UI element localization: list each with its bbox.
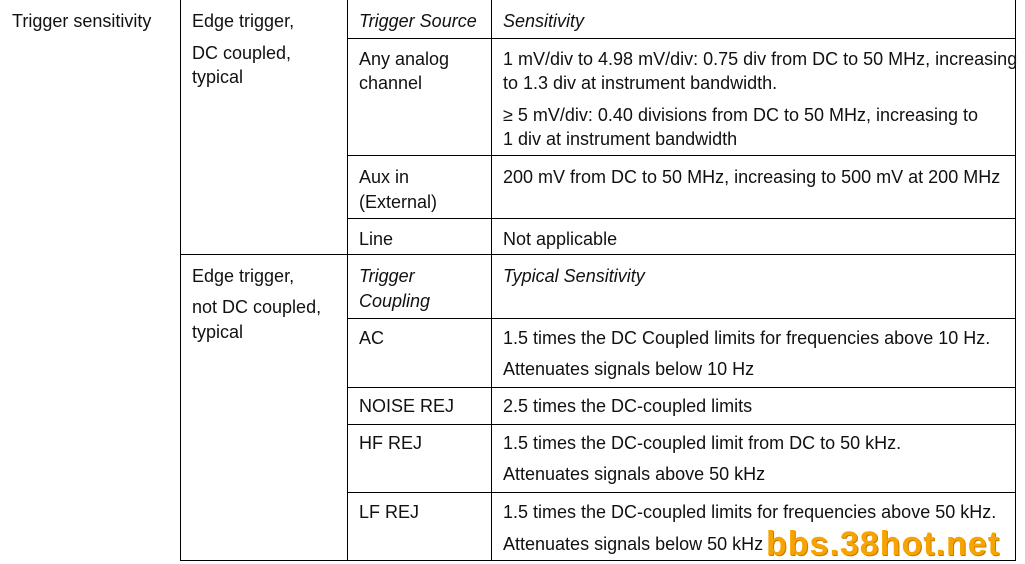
- source-cell: LF REJ: [359, 502, 420, 522]
- divider: [347, 318, 1016, 319]
- value-cell: 1.5 times the DC Coupled limits for frequencies above 10 Hz.: [503, 328, 991, 348]
- divider: [180, 254, 1016, 255]
- value-cell: to 1.3 div at instrument bandwidth.: [503, 73, 778, 93]
- divider: [347, 38, 1016, 39]
- condition-line: typical: [192, 67, 244, 87]
- divider: [347, 492, 1016, 493]
- value-cell: Not applicable: [503, 229, 618, 249]
- source-cell: Line: [359, 229, 394, 249]
- condition-line: typical: [192, 322, 244, 342]
- column-header-value: Sensitivity: [503, 11, 585, 31]
- condition-line: Edge trigger,: [192, 266, 295, 286]
- source-cell: (External): [359, 192, 438, 212]
- value-cell: Attenuates signals above 50 kHz: [503, 464, 766, 484]
- divider: [491, 0, 492, 561]
- source-cell: NOISE REJ: [359, 396, 455, 416]
- source-cell: AC: [359, 328, 385, 348]
- value-cell: 1 mV/div to 4.98 mV/div: 0.75 div from DC to 50 MHz, increasing: [503, 49, 1018, 69]
- condition-line: DC coupled,: [192, 43, 292, 63]
- value-cell: 200 mV from DC to 50 MHz, increasing to 500 mV at 200 MHz: [503, 167, 1001, 187]
- value-cell: ≥ 5 mV/div: 0.40 divisions from DC to 50 MHz, increasing to: [503, 105, 979, 125]
- value-cell: Attenuates signals below 10 Hz: [503, 359, 755, 379]
- condition-line: not DC coupled,: [192, 297, 322, 317]
- value-cell: 2.5 times the DC-coupled limits: [503, 396, 753, 416]
- column-header-value: Typical Sensitivity: [503, 266, 645, 286]
- value-cell: Attenuates signals below 50 kHz: [503, 534, 764, 554]
- condition-line: Edge trigger,: [192, 11, 295, 31]
- column-header-source: Trigger Source: [359, 11, 477, 31]
- watermark: bbs.38hot.net: [766, 525, 1001, 563]
- divider: [1015, 0, 1016, 561]
- column-header-source: Coupling: [359, 291, 431, 311]
- divider: [180, 0, 181, 561]
- divider: [347, 424, 1016, 425]
- divider: [347, 218, 1016, 219]
- source-cell: channel: [359, 73, 423, 93]
- column-header-source: Trigger: [359, 266, 415, 286]
- divider: [347, 387, 1016, 388]
- divider: [347, 155, 1016, 156]
- source-cell: Aux in: [359, 167, 410, 187]
- row-label: Trigger sensitivity: [12, 11, 152, 31]
- value-cell: 1.5 times the DC-coupled limits for frequencies above 50 kHz.: [503, 502, 997, 522]
- value-cell: 1.5 times the DC-coupled limit from DC to 50 kHz.: [503, 433, 902, 453]
- divider: [347, 0, 348, 561]
- value-cell: 1 div at instrument bandwidth: [503, 129, 738, 149]
- source-cell: HF REJ: [359, 433, 422, 453]
- source-cell: Any analog: [359, 49, 450, 69]
